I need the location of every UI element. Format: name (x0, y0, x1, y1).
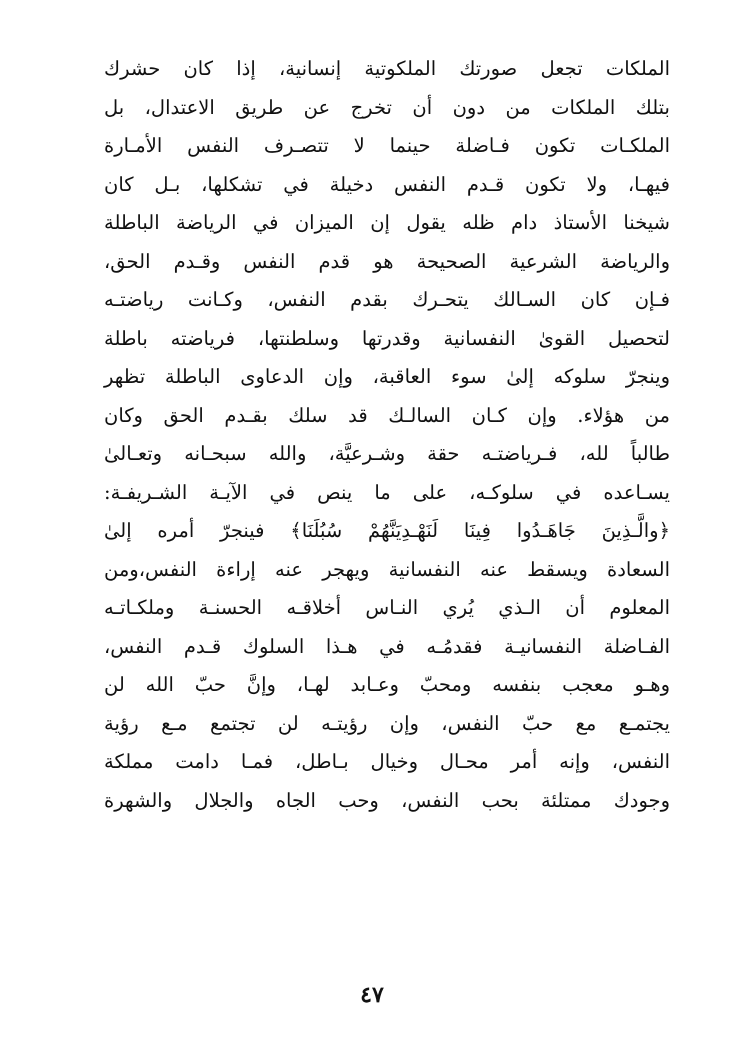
text-line: بتلك الملكات من دون أن تخرج عن طريق الاعتدال، بل (104, 95, 670, 119)
text-line: السعادة ويسقط عنه النفسانية ويهجر عنه إراءة النفس،ومن (104, 557, 670, 581)
text-line: طالباً لله، فـرياضتـه حقة وشـرعيَّة، والله سبحـانه وتعـالىٰ (104, 442, 670, 465)
text-line: النفس، وإنه أمر محـال وخيال بـاطل، فمـا دامت مملكة (104, 750, 670, 773)
text-line: وجودك ممتلئة بحب النفس، وحب الجاه والجلال والشهرة (104, 788, 670, 812)
body-text (104, 50, 670, 820)
text-line: فيهـا، ولا تكون قـدم النفس دخيلة في تشكلها، بـل كان (104, 172, 670, 196)
text-line: وهـو معجب بنفسه ومحبّ وعـابد لهـا، وإنَّ حبّ الله لن (104, 673, 670, 696)
text-line: الملكات تجعل صورتك الملكوتية إنسانية، إذا كان حشرك (104, 57, 670, 80)
text-line: يسـاعده في سلوكـه، على ما ينص في الآيـة الشـريفـة: (104, 480, 670, 504)
text-line: من هؤلاء. وإن كـان السالـك قد سلك بقـدم الحق وكان (104, 403, 670, 427)
text-line: لتحصيل القوىٰ النفسانية وقدرتها وسلطنتها، فرياضته باطلة (104, 326, 670, 350)
text-line: فـإن كان السـالك يتحـرك بقدم النفس، وكـانت رياضتـه (104, 288, 670, 311)
text-line: المعلوم أن الـذي يُري النـاس أخلاقـه الحسنـة وملكـاتـه (104, 596, 670, 619)
text-line: الفـاضلة النفسانيـة فقدمُـه في هـذا السلوك قـدم النفس، (104, 634, 670, 658)
quran-verse-line: ﴿والَّـذِينَ جَاهَـدُوا فِينَا لَنَهْـدِيَنَّهُمْ سُبُلَنَا﴾ فينجرّ أمره إلىٰ (104, 519, 670, 542)
text-line: وينجرّ سلوكه إلىٰ سوء العاقبة، وإن الدعاوى الباطلة تظهر (104, 365, 670, 388)
text-line: والرياضة الشرعية الصحيحة هو قدم النفس وقـدم الحق، (104, 249, 670, 273)
text-line: يجتمـع مع حبّ النفس، وإن رؤيتـه لن تجتمع مـع رؤية (104, 711, 670, 735)
text-line: الملكـات تكون فـاضلة حينما لا تتصـرف النفس الأمـارة (104, 134, 670, 157)
text-line: شيخنا الأستاذ دام ظله يقول إن الميزان في الرياضة الباطلة (104, 211, 670, 234)
page-number: ٤٧ (360, 982, 384, 1008)
